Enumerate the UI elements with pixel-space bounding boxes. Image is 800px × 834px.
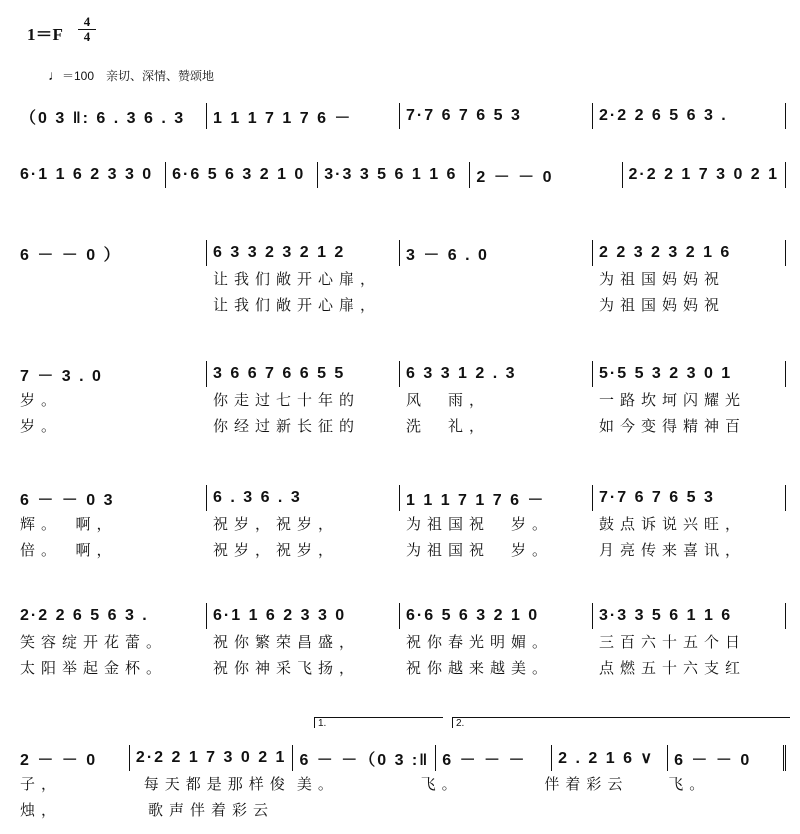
measure: 6 － － 0 ）: [14, 240, 207, 266]
notation-row: [14, 162, 786, 188]
lyrics-verse-2: [14, 294, 786, 314]
measure: 2·2 2 1 7 3 0 2 1: [130, 745, 294, 771]
measure: 1 1 1 7 1 7 6 －: [207, 103, 400, 129]
lyrics-verse-1: [14, 389, 786, 409]
lyrics-verse-1: [14, 631, 786, 651]
notation-row: [14, 603, 786, 629]
measure: 3 － 6 . 0: [400, 240, 593, 266]
lyric-cell: 祝岁，祝岁，: [213, 541, 340, 559]
lyric-cell: 祝你神采飞扬，: [213, 659, 361, 677]
measure: 2 . 2 1 6 ∨: [552, 745, 668, 771]
notation-row: [14, 240, 786, 266]
lyrics-verse-1: [14, 773, 786, 793]
lyric-cell: 一路坎坷闪耀光: [599, 391, 747, 409]
lyric-cell: 祝你繁荣昌盛，: [213, 633, 361, 651]
time-signature: [78, 15, 96, 44]
lyric-cell: 美。: [296, 775, 339, 793]
measure: （0 3 ‖: 6 . 3 6 . 3: [14, 103, 207, 129]
lyric-cell: 风 雨，: [406, 391, 491, 409]
lyric-cell: 祝你春光明媚。: [406, 633, 554, 651]
measure: 6 . 3 6 . 3: [207, 485, 400, 511]
tempo-marking: [48, 67, 214, 84]
lyric-cell: 飞。: [668, 775, 711, 793]
lyric-cell: 鼓点诉说兴旺，: [599, 515, 747, 533]
key-signature: 1＝F: [27, 25, 63, 44]
measure: 6·6 5 6 3 2 1 0: [166, 162, 318, 188]
measure: 6 3 3 2 3 2 1 2: [207, 240, 400, 266]
notation-row: [14, 103, 786, 129]
lyric-cell: 三百六十五个日: [599, 633, 747, 651]
lyric-cell: 伴着彩云: [544, 775, 629, 793]
measure: 2 － － 0: [470, 162, 622, 188]
first-ending-bracket: 1.: [314, 717, 443, 728]
measure: 6 － － 0: [668, 745, 786, 771]
lyric-cell: 歌声伴着彩云: [148, 801, 275, 819]
lyric-cell: 洗 礼，: [406, 417, 491, 435]
lyric-cell: [14, 268, 207, 288]
measure: 2 － － 0: [14, 745, 130, 771]
lyric-cell: 每天都是那样俊: [143, 775, 291, 793]
lyric-cell: 你经过新长征的: [213, 417, 361, 435]
notation-row: [14, 361, 786, 387]
lyric-cell: 烛，: [20, 801, 63, 819]
lyrics-verse-1: [14, 268, 786, 288]
lyric-cell: 为祖国妈妈祝: [599, 296, 726, 314]
measure: 2·2 2 1 7 3 0 2 1: [623, 162, 787, 188]
lyric-cell: 岁。: [20, 417, 63, 435]
lyric-cell: [274, 799, 402, 819]
measure: 6·1 1 6 2 3 3 0: [14, 162, 166, 188]
lyric-cell: 岁。: [20, 391, 63, 409]
measure: 5·5 5 3 2 3 0 1: [593, 361, 786, 387]
lyric-cell: [14, 294, 207, 314]
lyrics-verse-2: [14, 799, 786, 819]
lyric-cell: [658, 799, 786, 819]
lyrics-verse-1: [14, 513, 786, 533]
lyric-cell: 辉。 啊，: [20, 515, 118, 533]
lyric-cell: 为祖国祝 岁。: [406, 515, 554, 533]
lyric-cell: 祝你越来越美。: [406, 659, 554, 677]
measure: 6 － －（0 3 :‖: [293, 745, 436, 771]
lyric-cell: 笑容绽开花蕾。: [20, 633, 168, 651]
measure: 2 2 3 2 3 2 1 6: [593, 240, 786, 266]
measure: 1 1 1 7 1 7 6 －: [400, 485, 593, 511]
lyric-cell: 祝岁，祝岁，: [213, 515, 340, 533]
lyric-cell: 让我们敞开心扉，: [213, 270, 382, 288]
lyrics-verse-2: [14, 539, 786, 559]
measure: 6 － － －: [436, 745, 552, 771]
measure: 2·2 2 6 5 6 3 .: [14, 603, 207, 629]
lyric-cell: [402, 799, 530, 819]
measure: 3·3 3 5 6 1 1 6: [593, 603, 786, 629]
lyric-cell: 子，: [20, 775, 63, 793]
lyric-cell: 月亮传来喜讯，: [599, 541, 747, 559]
lyric-cell: 太阳举起金杯。: [20, 659, 168, 677]
lyrics-verse-2: [14, 415, 786, 435]
measure: 3 6 6 7 6 6 5 5: [207, 361, 400, 387]
notation-row: [14, 745, 786, 771]
measure: 6·1 1 6 2 3 3 0: [207, 603, 400, 629]
measure: 7 － 3 . 0: [14, 361, 207, 387]
lyric-cell: 为祖国祝 岁。: [406, 541, 554, 559]
second-ending-bracket: 2.: [452, 717, 790, 728]
lyric-cell: 为祖国妈妈祝: [599, 270, 726, 288]
lyric-cell: 点燃五十六支红: [599, 659, 747, 677]
measure: 6 － － 0 3: [14, 485, 207, 511]
lyric-cell: [530, 799, 658, 819]
lyric-cell: 飞。: [420, 775, 463, 793]
time-denominator: 4: [83, 29, 91, 44]
lyric-cell: 你走过七十年的: [213, 391, 361, 409]
quarter-note-icon: ♩: [48, 67, 62, 83]
lyric-cell: [400, 268, 593, 288]
measure: 7·7 6 7 6 5 3: [400, 103, 593, 129]
tempo-text: ＝100 亲切、深情、赞颂地: [62, 69, 215, 83]
measure: 3·3 3 5 6 1 1 6: [318, 162, 470, 188]
notation-row: [14, 485, 786, 511]
lyric-cell: 如今变得精神百: [599, 417, 747, 435]
lyric-cell: 倍。 啊，: [20, 541, 118, 559]
measure: 6·6 5 6 3 2 1 0: [400, 603, 593, 629]
lyrics-verse-2: [14, 657, 786, 677]
lyric-cell: [400, 294, 593, 314]
measure: 2·2 2 6 5 6 3 .: [593, 103, 786, 129]
measure: 7·7 6 7 6 5 3: [593, 485, 786, 511]
time-numerator: 4: [78, 15, 96, 30]
lyric-cell: 让我们敞开心扉，: [213, 296, 382, 314]
measure: 6 3 3 1 2 . 3: [400, 361, 593, 387]
